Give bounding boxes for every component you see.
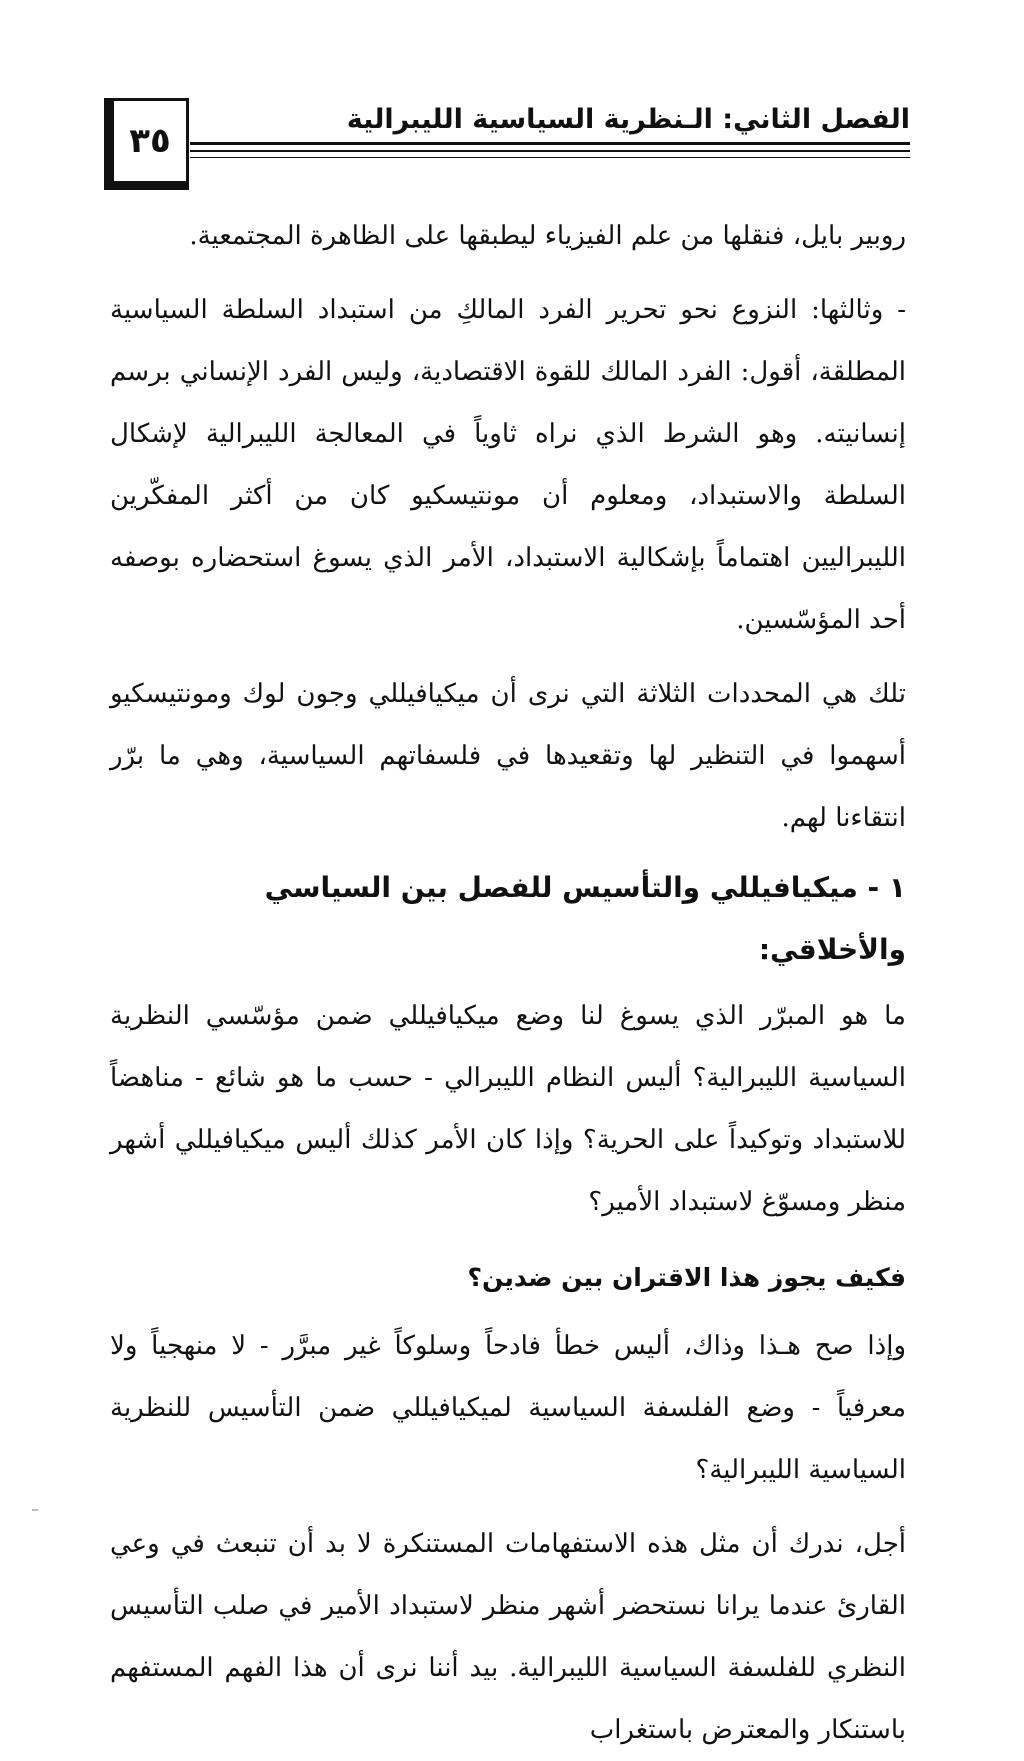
page-number-box	[104, 98, 189, 190]
header-rule	[190, 150, 910, 152]
paragraph: أجل، ندرك أن مثل هذه الاستفهامات المستنكرة لا بد أن تنبعث في وعي القارئ عندما يرانا نستحضر أشهر منظر لاستبداد الأمير في صلب التأسيس النظري للفلسفة السياسية الليبرالية. بيد أننا نرى أن هذا الفهم المستفهم باستنكار والمعترض باستغراب	[110, 1529, 906, 1745]
page-number: ٣٥	[129, 121, 171, 161]
header-rule	[190, 157, 910, 158]
page-content	[110, 205, 906, 1761]
header-rule	[190, 142, 910, 145]
paragraph: وإذا صح هـذا وذاك، أليس خطأ فادحاً وسلوكاً غير مبرَّر - لا منهجياً ولا معرفياً - وضع الفلسفة السياسية لميكيافيللي ضمن التأسيس للنظرية السياسية الليبرالية؟	[110, 1331, 906, 1485]
paragraph: تلك هي المحددات الثلاثة التي نرى أن ميكيافيللي وجون لوك ومونتيسكيو أسهموا في التنظير لها وتقعيدها في فلسفاتهم السياسية، وهي ما برّر انتقاءنا لهم.	[110, 679, 906, 833]
paragraph: روبير بايل، فنقلها من علم الفيزياء ليطبقها على الظاهرة المجتمعية.	[189, 221, 906, 251]
scan-mark	[32, 1509, 38, 1511]
sub-heading: فكيف يجوز هذا الاقتران بين ضدين؟	[467, 1263, 906, 1292]
paragraph: - وثالثها: النزوع نحو تحرير الفرد المالكِ من استبداد السلطة السياسية المطلقة، أقول: الفرد المالك للقوة الاقتصادية، وليس الفرد الإنساني برسم إنسانيته. وهو الشرط الذي نراه ثاوياً في المعالجة الليبرالية لإشكال السلطة والاستبداد، ومعلوم أن مونتيسكيو كان من أكثر المفكّرين الليبراليين اهتماماً بإشكالية الاستبداد، الأمر الذي يسوغ استحضاره بوصفه أحد المؤسّسين.	[110, 295, 906, 635]
chapter-title: الفصل الثاني: الـنظرية السياسية الليبرالية	[346, 104, 910, 135]
page-header	[104, 98, 910, 190]
section-heading: ١ - ميكيافيللي والتأسيس للفصل بين السياسي والأخلاقي:	[264, 871, 906, 966]
paragraph: ما هو المبرّر الذي يسوغ لنا وضع ميكيافيللي ضمن مؤسّسي النظرية السياسية الليبرالية؟ أليس النظام الليبرالي - حسب ما هو شائع - مناهضاً للاستبداد وتوكيداً على الحرية؟ وإذا كان الأمر كذلك أليس ميكيافيللي أشهر منظر ومسوّغ لاستبداد الأمير؟	[110, 1001, 906, 1217]
